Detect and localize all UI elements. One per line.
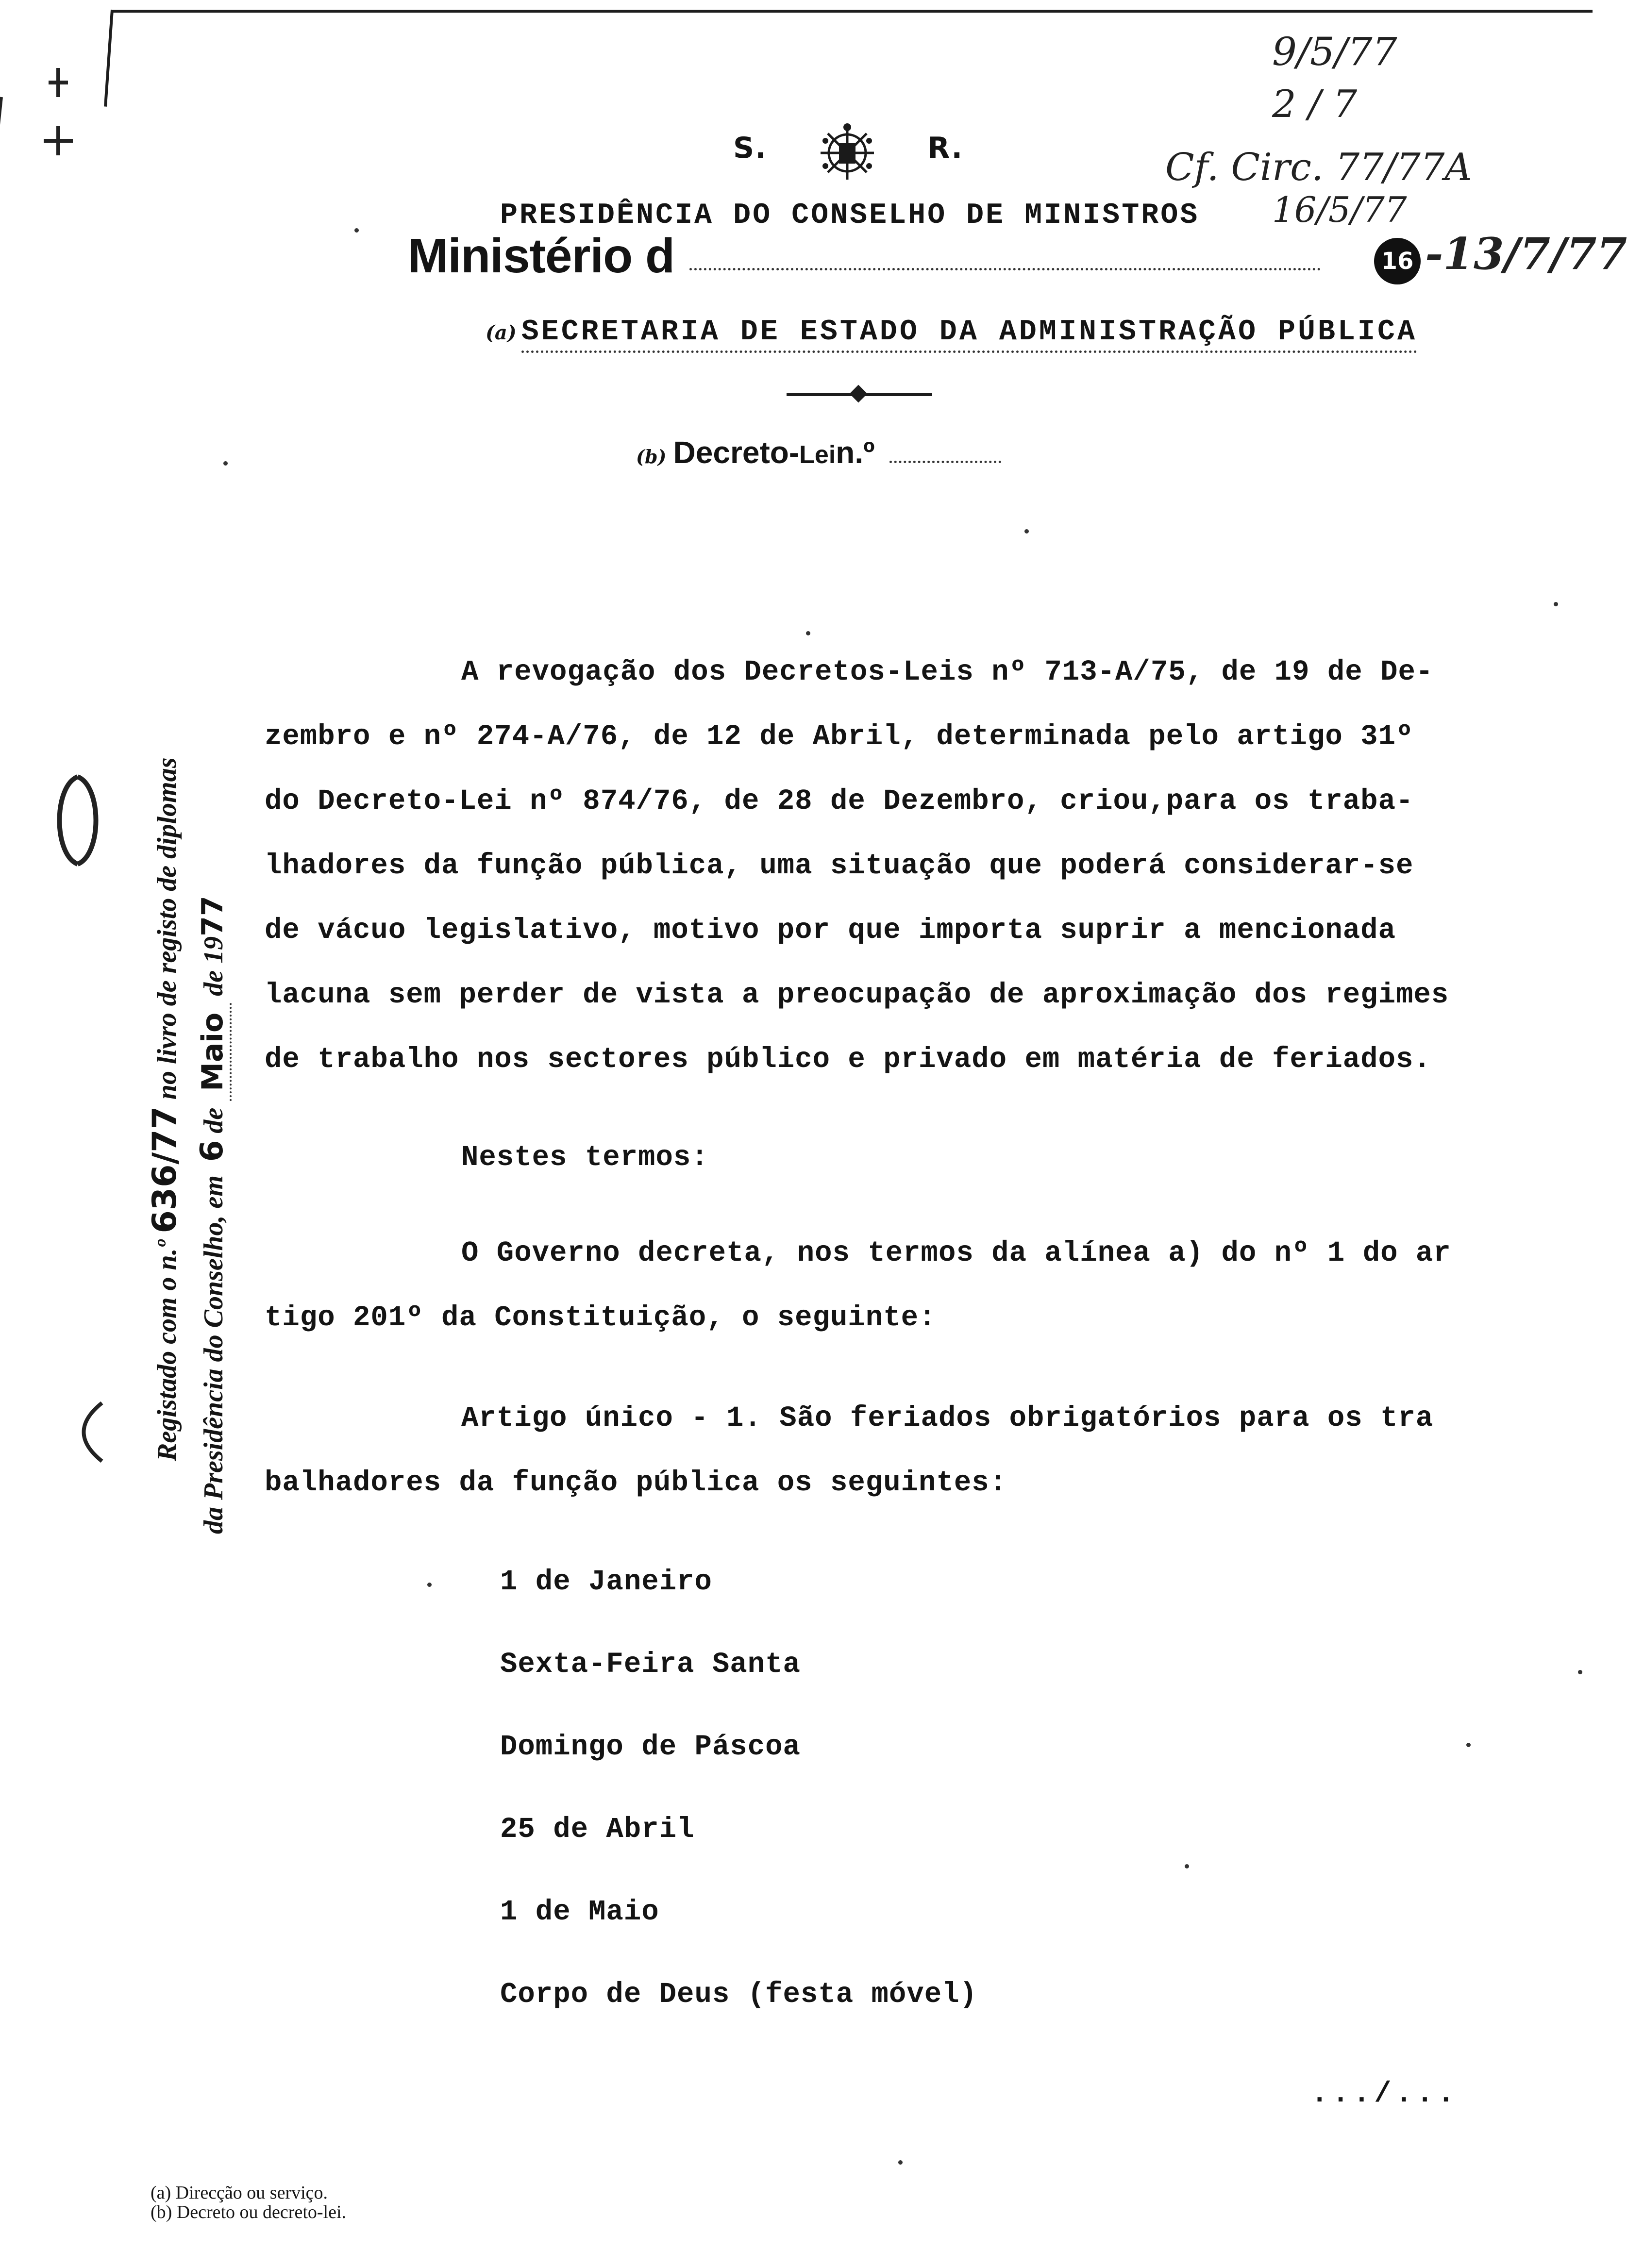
scan-speck <box>354 228 359 233</box>
secretaria-line <box>486 316 1417 349</box>
ministerio-blank-line <box>689 268 1321 270</box>
sr-right: R. <box>927 131 964 165</box>
scan-speck <box>898 2160 903 2165</box>
feriado-item-2: Sexta-Feira Santa <box>500 1648 801 1681</box>
scan-speck <box>806 631 810 635</box>
feriado-item-6: Corpo de Deus (festa móvel) <box>500 1978 977 2011</box>
left-margin-rule <box>0 97 3 604</box>
preamble-line-2: zembro e nº 274-A/76, de 12 de Abril, determinada pelo artigo 31º <box>265 720 1414 753</box>
coat-of-arms-icon <box>816 121 879 184</box>
registo-de: de <box>199 1107 229 1134</box>
margin-marks-icon <box>29 58 87 204</box>
scan-speck <box>223 461 228 466</box>
preamble-line-4: lhadores da função pública, uma situação que poderá considerar-se <box>265 850 1414 882</box>
margin-bracket-icon <box>73 1398 112 1466</box>
margin-scribble-icon <box>44 767 112 874</box>
handwritten-date-3: 16/5/77 <box>1272 189 1407 230</box>
feriado-item-4: 25 de Abril <box>500 1813 695 1846</box>
nestes-termos-paragraph <box>265 1125 1595 1190</box>
left-border-line <box>104 10 114 107</box>
registo-line-1 <box>146 757 184 1461</box>
continuation-mark: .../... <box>1311 2078 1459 2110</box>
footnote-a: (a) Direcção ou serviço. <box>151 2183 328 2203</box>
scan-speck <box>427 1583 432 1587</box>
handwritten-date-1: 9/5/77 <box>1272 29 1397 74</box>
registo-line-2 <box>194 896 232 1534</box>
secretaria-title: SECRETARIA DE ESTADO DA ADMINISTRAÇÃO PÚBLICA <box>521 316 1417 353</box>
registo-prefix: Registado com o n.º <box>152 1240 182 1461</box>
registo-month: Maio <box>196 1003 232 1101</box>
decreto-marker: (b) <box>636 446 667 467</box>
sr-left: S. <box>733 131 768 165</box>
scan-speck <box>1024 529 1029 534</box>
decreto-label: Decreto- <box>673 435 800 470</box>
preamble-line-7: de trabalho nos sectores público e privado em matéria de feriados. <box>265 1043 1431 1076</box>
governo-line-1: O Governo decreta, nos termos da alínea a) do nº 1 do ar <box>461 1237 1451 1269</box>
registo-suffix: no livro de registo de diplomas <box>152 757 182 1100</box>
preamble-paragraph <box>265 640 1595 1092</box>
scan-speck <box>1554 602 1558 606</box>
preamble-line-5: de vácuo legislativo, motivo por que importa suprir a mencionada <box>265 914 1396 947</box>
artigo-paragraph <box>265 1386 1595 1515</box>
top-border-line <box>112 10 1593 13</box>
preamble-line-3: do Decreto-Lei nº 874/76, de 28 de Dezembro, criou,para os traba- <box>265 785 1414 817</box>
governo-paragraph <box>265 1221 1595 1350</box>
registo-year: 77 <box>196 896 230 936</box>
handwritten-mark-2: 2 / 7 <box>1272 83 1358 126</box>
artigo-line-2: balhadores da função pública os seguintes: <box>265 1467 1007 1499</box>
ministerio-label: Ministério d <box>408 229 675 283</box>
nestes-termos-line: Nestes termos: <box>461 1141 709 1174</box>
feriado-item-5: 1 de Maio <box>500 1896 659 1928</box>
preamble-line-1: A revogação dos Decretos-Leis nº 713-A/75, de 19 de De- <box>461 656 1434 688</box>
decreto-blank-line <box>889 461 1001 463</box>
governo-line-2: tigo 201º da Constituição, o seguinte: <box>265 1301 937 1334</box>
registo-date-prefix: da Presidência do Conselho, em <box>199 1175 229 1534</box>
feriado-item-1: 1 de Janeiro <box>500 1566 712 1598</box>
presidencia-title: PRESIDÊNCIA DO CONSELHO DE MINISTROS <box>500 199 1200 232</box>
feriado-item-3: Domingo de Páscoa <box>500 1731 801 1763</box>
scan-speck <box>1185 1864 1189 1868</box>
registo-number: 636/77 <box>146 1106 184 1234</box>
sr-heading <box>733 131 964 165</box>
footnote-b: (b) Decreto ou decreto-lei. <box>151 2202 347 2222</box>
scan-speck <box>1466 1743 1471 1747</box>
handwritten-stamp-date: -13/7/77 <box>1425 228 1627 280</box>
registo-year-prefix: de 19 <box>199 936 229 996</box>
handwritten-circ: Cf. Circ. 77/77A <box>1165 146 1472 189</box>
decreto-line <box>636 434 1001 470</box>
secretaria-marker: (a) <box>486 321 517 344</box>
divider-diamond-icon <box>850 385 868 403</box>
registo-day: 6 <box>194 1140 230 1162</box>
artigo-line-1: Artigo único - 1. São feriados obrigatórios para os tra <box>461 1402 1434 1434</box>
decreto-sub-label: Lei <box>799 441 836 469</box>
scan-speck <box>1578 1670 1582 1674</box>
stamp-number-badge: 16 <box>1374 238 1421 284</box>
preamble-line-6: lacuna sem perder de vista a preocupação de aproximação dos regimes <box>265 979 1449 1011</box>
decreto-number-label: n.º <box>836 435 875 470</box>
